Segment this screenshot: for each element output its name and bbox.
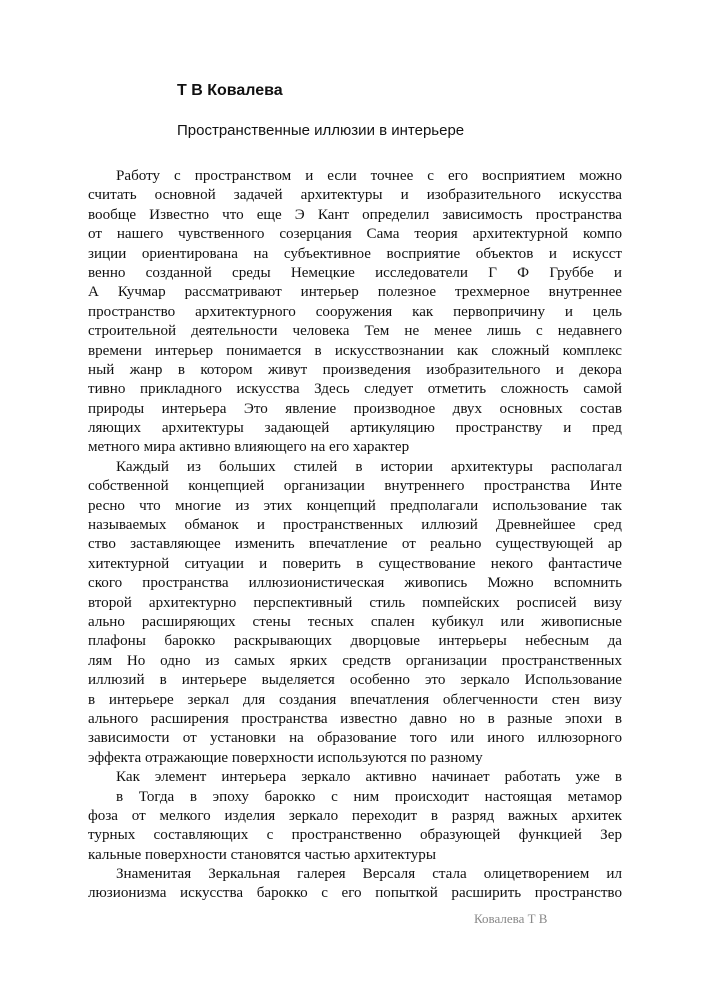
body-line: второй архитектурно перспективный стиль помпейских росписей визу (88, 594, 622, 611)
body-line: собственной концепцией организации внутреннего пространства Инте (88, 478, 622, 495)
body-line: эффекта отражающие поверхности используются по разному (88, 749, 483, 766)
body-line: времени интерьер понимается в искусствознании как сложный комплекс (88, 342, 622, 359)
body-line: ально расширяющих стены тесных спален кубикул или живописные (88, 613, 622, 630)
article-title: Пространственные иллюзии в интерьере (177, 122, 465, 139)
page-footer: Ковалева Т В (474, 911, 548, 926)
body-line: строительной деятельности человека Тем не менее лишь с недавнего (88, 323, 622, 340)
body-line: зависимости от установки на образование того или иного иллюзорного (88, 730, 622, 747)
body-line: ского пространства иллюзионистическая живопись Можно вспомнить (88, 575, 622, 592)
body-line: ный жанр в котором живут произведения изобразительного и декора (88, 361, 622, 378)
body-line: вообще Известно что еще Э Кант определил зависимость пространства (88, 206, 622, 223)
body-line: природы интерьера Это явление производное двух основных состав (88, 400, 622, 417)
body-line: тивно прикладного искусства Здесь следует отметить сложность самой (88, 381, 622, 398)
body-line: Знаменитая Зеркальная галерея Версаля стала олицетворением ил (116, 866, 622, 883)
body-line: турных составляющих с пространственно образующей функцией Зер (88, 827, 622, 844)
body-line: считать основной задачей архитектуры и изобразительного искусства (88, 187, 622, 204)
body-line: метного мира активно влияющего на его характер (88, 439, 410, 456)
body-line: лям Но одно из самых ярких средств организации пространственных (88, 652, 622, 669)
body-line: пространство архитектурного сооружения как первопричину и цель (88, 303, 622, 320)
body-line: ального расширения пространства известно давно но в разные эпохи в (88, 710, 622, 727)
body-line: Работу с пространством и если точнее с его восприятием можно (116, 168, 622, 184)
body-line: иллюзий в интерьере выделяется особенно это зеркало Использование (88, 672, 622, 689)
body-line: хитектурной ситуации и поверить в существование некого фантастиче (88, 555, 622, 572)
body-line: венно созданной среды Немецкие исследователи Г Ф Груббе и (88, 264, 622, 281)
body-line: плафоны барокко раскрывающих дворцовые интерьеры небесным да (88, 633, 622, 650)
body-line: от нашего чувственного созерцания Сама теория архитектурной компо (88, 226, 622, 243)
body-line: люзионизма искусства барокко с его попыткой расширить пространство (88, 885, 622, 902)
body-line: ство заставляющее изменить впечатление от реально существующей ар (88, 536, 622, 553)
body-line: фоза от мелкого изделия зеркало переходит в разряд важных архитек (88, 807, 622, 824)
body-line: кальные поверхности становятся частью архитектуры (88, 846, 436, 863)
body-line: Каждый из больших стилей в истории архитектуры располагал (116, 458, 622, 475)
body-line: зиции ориентирована на субъективное восприятие объектов и искусст (88, 245, 622, 262)
body-line: А Кучмар рассматривают интерьер полезное трехмерное внутреннее (88, 284, 622, 301)
body-line: ресно что многие из этих концепций предполагали использование так (88, 497, 622, 514)
author-name: Т В Ковалева (177, 82, 283, 99)
body-line: в интерьере зеркал для создания впечатления облегченности стен визу (88, 691, 622, 708)
body-line: ляющих архитектуры задающей артикуляцию пространству и пред (88, 420, 622, 437)
body-line: в Тогда в эпоху барокко с ним происходит настоящая метамор (116, 788, 622, 805)
body-line: Как элемент интерьера зеркало активно начинает работать уже в (116, 769, 622, 786)
body-line: называемых обманок и пространственных иллюзий Древнейшее сред (88, 517, 622, 534)
article-body (88, 167, 622, 904)
